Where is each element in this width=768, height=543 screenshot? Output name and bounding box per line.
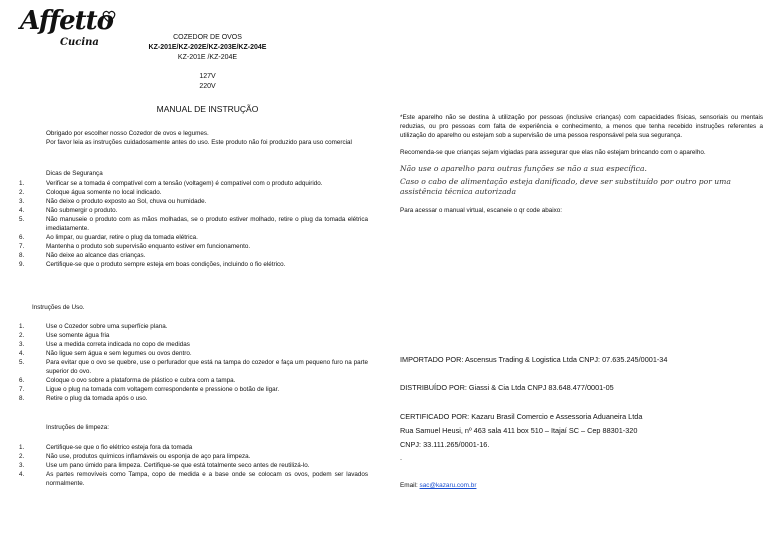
list-item: 2. Não use, produtos químicos inflamáveis ou esponja de aço para limpeza. xyxy=(19,453,251,460)
list-item: 4. As partes removíveis como Tampa, copo de medida e a base onde se colocam os ovos, podem ser lavados normalmente. xyxy=(19,471,368,487)
email-label: Email: xyxy=(400,482,420,489)
email-link[interactable]: sac@kazaru.com.br xyxy=(419,482,477,489)
list-item: 6. Coloque o ovo sobre a plataforma de plástico e cubra com a tampa. xyxy=(19,377,236,384)
list-item: 1. Verificar se a tomada é compatível com a tensão (voltagem) é compatível com o produto adquirido. xyxy=(19,180,323,187)
usage-list xyxy=(19,322,368,403)
list-item: 6. Ao limpar, ou guardar, retire o plug da tomada elétrica. xyxy=(19,234,198,241)
list-item: 3. Use a medida correta indicada no copo de medidas xyxy=(19,341,190,348)
list-item: 1. Use o Cozedor sobre uma superfície plana. xyxy=(19,323,168,330)
separator-dot: . xyxy=(400,453,403,462)
cleaning-heading: Instruções de limpeza: xyxy=(46,424,109,431)
list-item: 2. Use somente água fria xyxy=(19,332,110,339)
heart-icon xyxy=(102,10,116,23)
distributor-info: DISTRIBUÍDO POR: Giassi & Cia Ltda CNPJ 83.648.477/0001-05 xyxy=(400,383,614,392)
cable-notice: Caso o cabo de alimentação esteja danificado, deve ser substituído por outro por uma assistência técnica autorizada xyxy=(400,176,731,196)
intro-read: Por favor leia as instruções cuidadosamente antes do uso. Este produto não foi produzido para uso comercial xyxy=(46,139,352,146)
list-item: 8. Retire o plug da tomada após o uso. xyxy=(19,395,148,402)
voltage-127: 127V xyxy=(199,73,216,80)
list-item: 4. Não ligue sem água e sem legumes ou ovos dentro. xyxy=(19,350,192,357)
children-notice: Recomenda-se que crianças sejam vigiadas para assegurar que elas não estejam brincando com o aparelho. xyxy=(400,149,706,156)
safety-heading: Dicas de Segurança xyxy=(46,170,103,177)
address-info: Rua Samuel Heusi, nº 463 sala 411 box 510 – Itajaí SC – Cep 88301-320 xyxy=(400,426,638,435)
email-line xyxy=(400,481,476,491)
importer-info: IMPORTADO POR: Ascensus Trading & Logistica Ltda CNPJ: 07.635.245/0001-34 xyxy=(400,355,668,364)
page-title: MANUAL DE INSTRUÇÃO xyxy=(156,104,259,114)
list-item: 3. Não deixe o produto exposto ao Sol, chuva ou humidade. xyxy=(19,198,207,205)
qr-instruction: Para acessar o manual virtual, escaneie o qr code abaixo: xyxy=(400,206,563,214)
list-item: 5. Não manuseie o produto com as mãos molhadas, se o produto estiver molhado, retire o plug da tomada elétrica imediatamente. xyxy=(19,216,368,232)
right-column xyxy=(400,113,763,215)
intro-thanks: Obrigado por escolher nosso Cozedor de ovos e legumes. xyxy=(46,130,209,137)
list-item: 2. Coloque água somente no local indicado. xyxy=(19,189,162,196)
list-item: 3. Use um pano úmido para limpeza. Certifique-se que está totalmente seco antes de reutilizá-lo. xyxy=(19,462,310,469)
safety-list xyxy=(19,179,368,269)
brand-subname: Cucina xyxy=(60,37,99,48)
usage-restriction: Não use o aparelho para outras funções se não a sua específica. xyxy=(400,164,647,173)
list-item: 9. Certifique-se que o produto sempre esteja em boas condições, incluindo o fio elétrico. xyxy=(19,261,286,268)
list-item: 8. Não deixe ao alcance das crianças. xyxy=(19,252,146,259)
list-item: 5. Para evitar que o ovo se quebre, use o perfurador que está na tampa do cozedor e faça um pequeno furo na parte superior do ovo. xyxy=(19,359,368,375)
models-line-2: KZ-201E /KZ-204E xyxy=(177,54,238,61)
cleaning-list xyxy=(19,443,368,488)
list-item: 7. Ligue o plug na tomada com voltagem correspondente e pressione o botão de ligar. xyxy=(19,386,280,393)
cnpj-info: CNPJ: 33.111.265/0001-16. xyxy=(400,440,490,449)
brand-name: Affetto xyxy=(20,6,113,36)
list-item: 4. Não submergir o produto. xyxy=(19,207,118,214)
certifier-info: CERTIFICADO POR: Kazaru Brasil Comercio e Assessoria Aduaneira Ltda xyxy=(400,412,643,421)
product-name: COZEDOR DE OVOS xyxy=(173,34,242,41)
models-line-1: KZ-201E/KZ-202E/KZ-203E/KZ-204E xyxy=(148,44,267,51)
voltage-220: 220V xyxy=(199,83,216,90)
safety-warning: *Este aparelho não se destina à utilização por pessoas (inclusive crianças) com capacidades físicas, sensoriais ou mentais reduzias, ou pro pessoas com falta de experiência e conhecimento, a menos que tenha recebido instruções referentes a utilização do aparelho ou estejam sob a supervisão de uma pessoa responsável pela sua segurança. xyxy=(400,114,763,139)
brand-logo xyxy=(20,6,115,52)
list-item: 1. Certifique-se que o fio elétrico esteja fora da tomada xyxy=(19,444,193,451)
usage-heading: Instruções de Uso. xyxy=(32,304,85,311)
list-item: 7. Mantenha o produto sob supervisão enquanto estiver em funcionamento. xyxy=(19,243,251,250)
